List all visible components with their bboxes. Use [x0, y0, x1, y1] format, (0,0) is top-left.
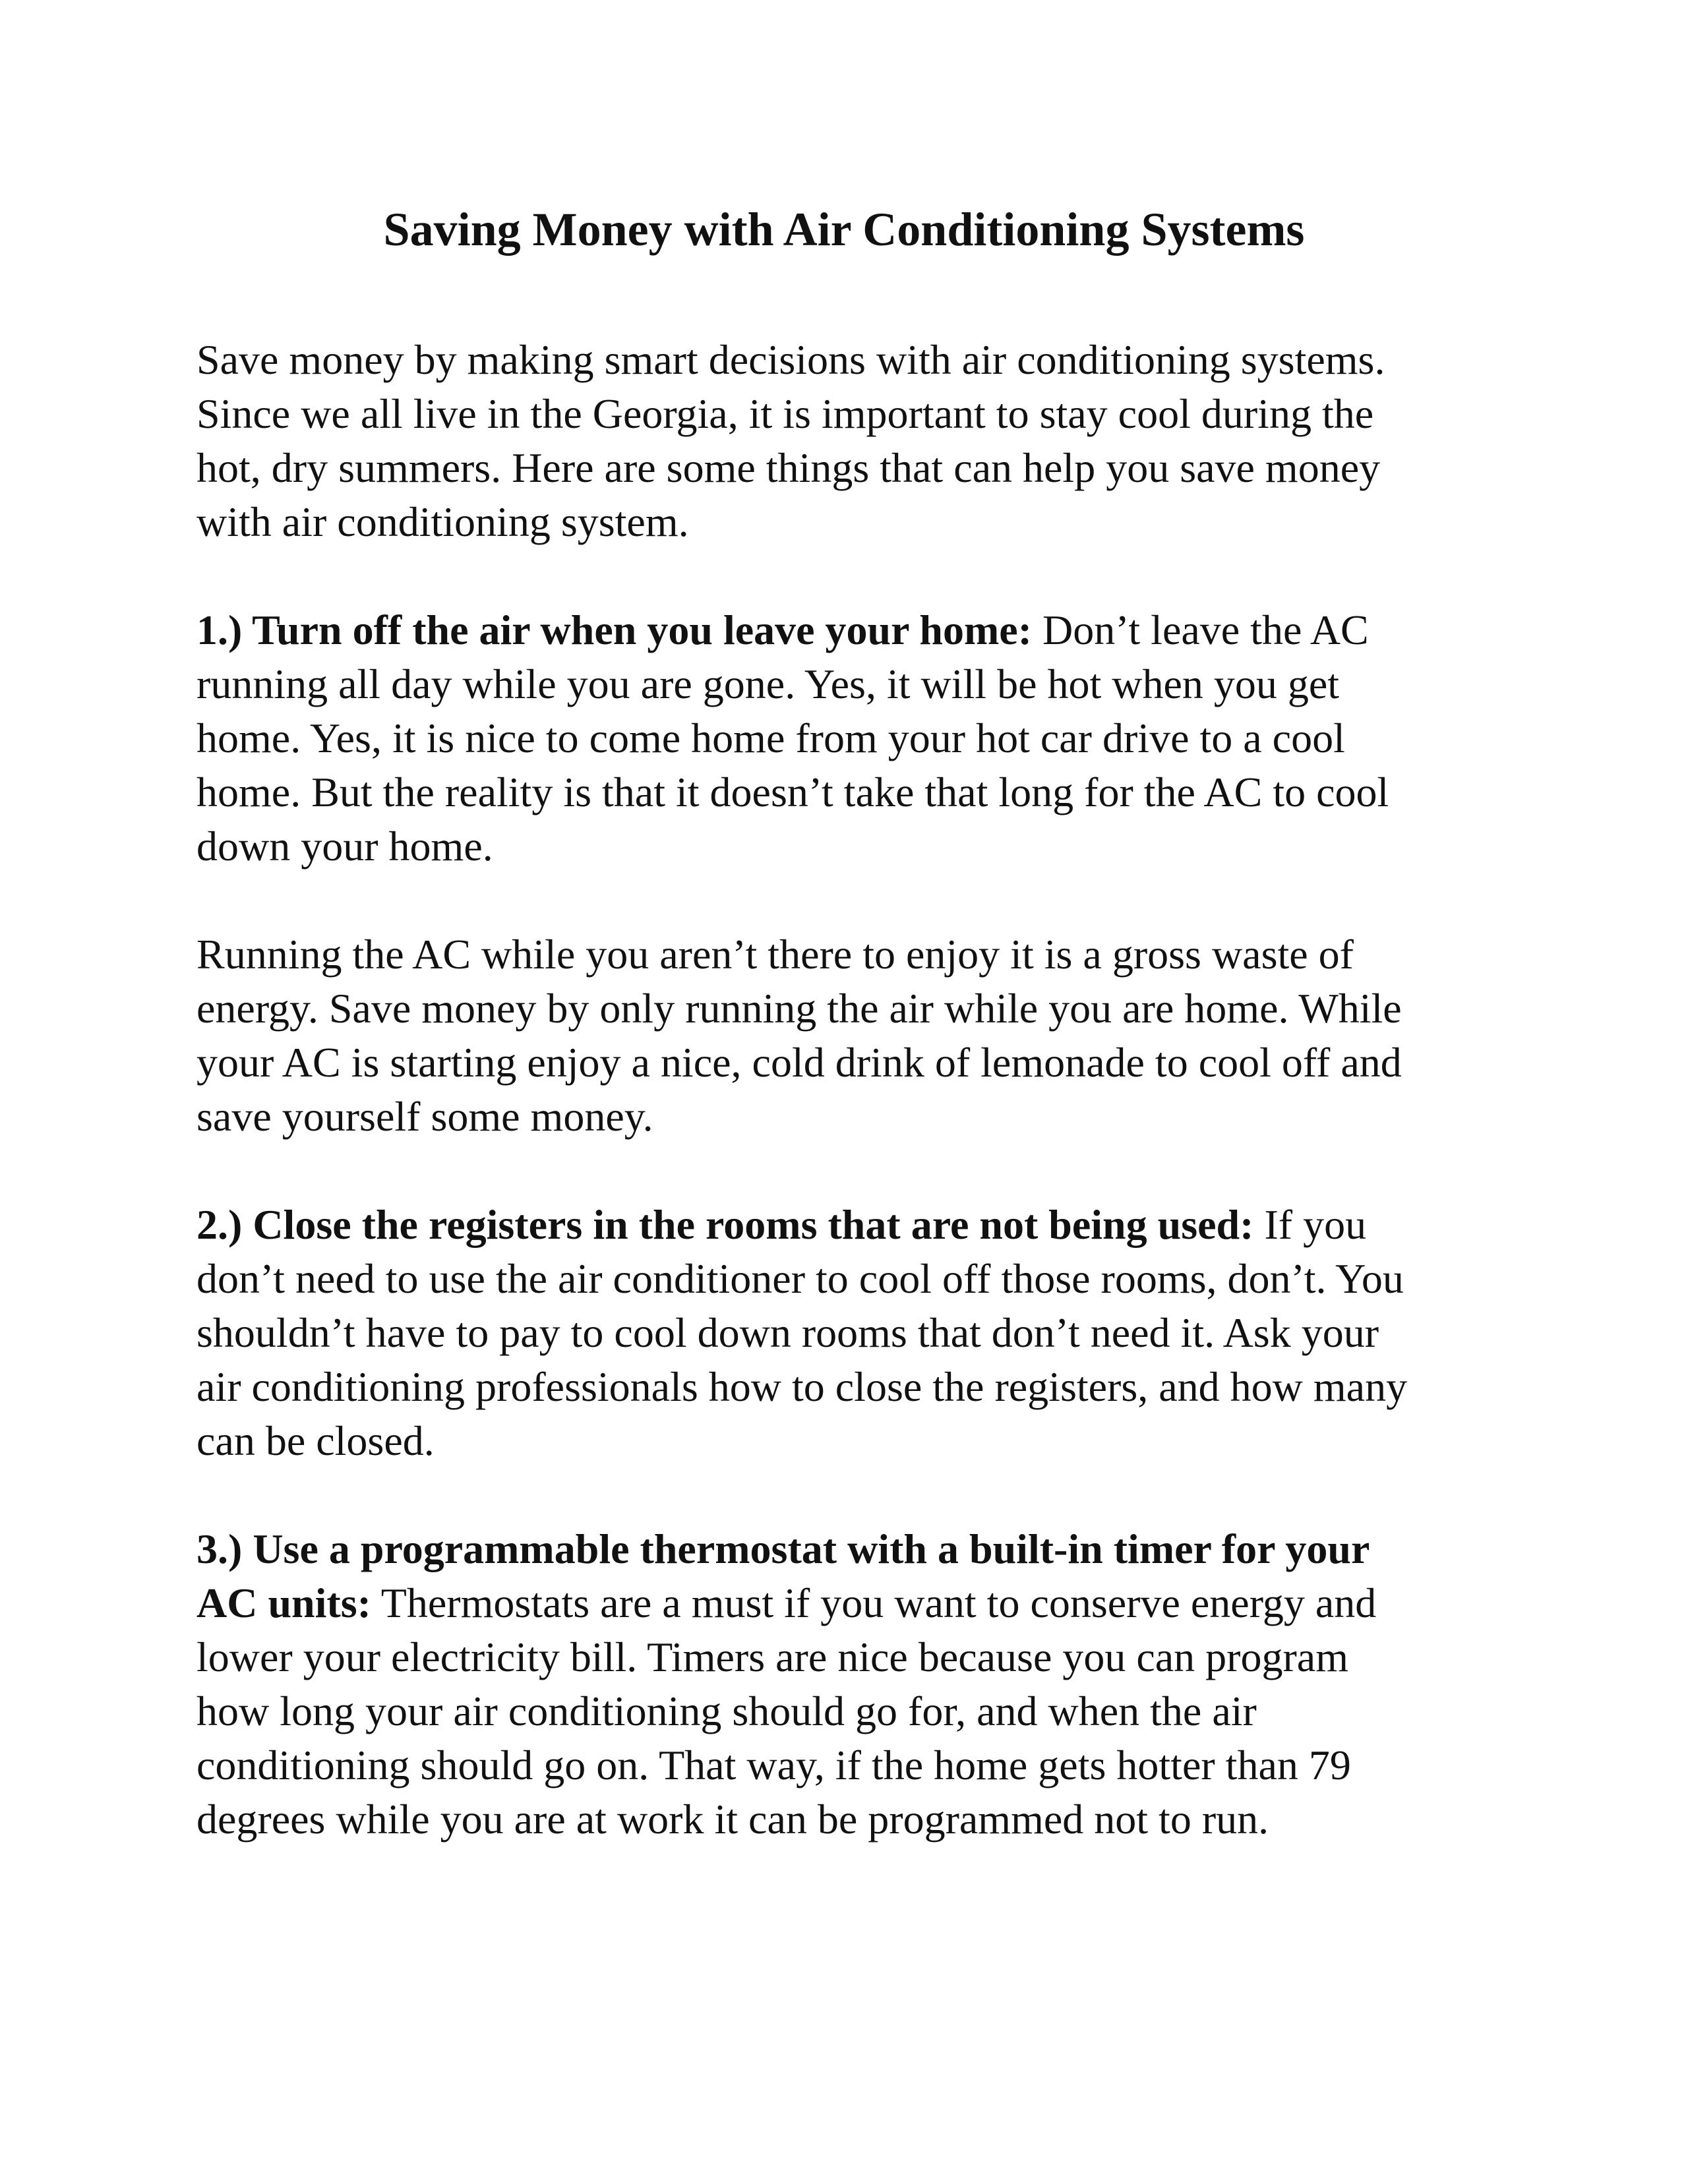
text-run: save yourself some money.	[196, 1093, 653, 1140]
text-line	[196, 1414, 1489, 1468]
text-run: hot, dry summers. Here are some things that can help you save money	[196, 444, 1381, 491]
text-run: shouldn’t have to pay to cool down rooms that don’t need it. Ask your	[196, 1309, 1379, 1356]
text-run: Save money by making smart decisions with air conditioning systems.	[196, 336, 1385, 383]
text-line	[196, 1738, 1489, 1792]
text-line	[196, 1684, 1489, 1738]
text-run: Running the AC while you aren’t there to enjoy it is a gross waste of	[196, 931, 1354, 978]
text-run: home. But the reality is that it doesn’t take that long for the AC to cool	[196, 769, 1389, 815]
text-line	[196, 1792, 1489, 1846]
text-run: air conditioning professionals how to close the registers, and how many	[196, 1363, 1408, 1410]
text-run: home. Yes, it is nice to come home from your hot car drive to a cool	[196, 715, 1345, 761]
text-line	[196, 603, 1489, 657]
text-line	[196, 333, 1489, 387]
text-line	[196, 1090, 1489, 1144]
text-run: energy. Save money by only running the air while you are home. While	[196, 985, 1402, 1032]
tip-heading: 3.) Use a programmable thermostat with a built-in timer for your	[196, 1525, 1370, 1572]
text-run: Since we all live in the Georgia, it is important to stay cool during the	[196, 390, 1374, 437]
text-line	[196, 982, 1489, 1036]
text-run: Thermostats are a must if you want to conserve energy and	[371, 1579, 1377, 1626]
text-line	[196, 657, 1489, 711]
text-run: can be closed.	[196, 1417, 435, 1464]
text-run: down your home.	[196, 823, 493, 870]
tip-3-paragraph	[196, 1522, 1489, 1846]
text-run: don’t need to use the air conditioner to cool off those rooms, don’t. You	[196, 1255, 1404, 1302]
text-run: with air conditioning system.	[196, 498, 689, 545]
text-line	[196, 441, 1489, 495]
text-line	[196, 387, 1489, 441]
text-run: running all day while you are gone. Yes, it will be hot when you get	[196, 661, 1340, 707]
text-line	[196, 928, 1489, 982]
text-run: degrees while you are at work it can be programmed not to run.	[196, 1796, 1269, 1843]
text-line	[196, 1360, 1489, 1414]
text-line	[196, 765, 1489, 819]
text-line	[196, 1576, 1489, 1630]
tip-heading: AC units:	[196, 1579, 371, 1626]
text-run: your AC is starting enjoy a nice, cold drink of lemonade to cool off and	[196, 1039, 1402, 1086]
text-line	[196, 1036, 1489, 1090]
text-run: Don’t leave the AC	[1032, 606, 1369, 653]
text-line	[196, 1522, 1489, 1576]
tip-heading: 1.) Turn off the air when you leave your home:	[196, 606, 1032, 653]
document-title: Saving Money with Air Conditioning Systems	[383, 203, 1305, 256]
text-run: conditioning should go on. That way, if the home gets hotter than 79	[196, 1742, 1351, 1788]
tip-2-paragraph	[196, 1198, 1489, 1468]
text-line	[196, 819, 1489, 873]
text-line	[196, 1630, 1489, 1684]
tip-1-paragraph	[196, 603, 1489, 873]
tip-1-followup-paragraph	[196, 928, 1489, 1144]
text-run: If you	[1253, 1201, 1367, 1248]
text-line	[196, 1198, 1489, 1252]
text-line	[196, 1252, 1489, 1306]
text-line	[196, 1306, 1489, 1360]
text-line	[196, 495, 1489, 549]
tip-heading: 2.) Close the registers in the rooms that are not being used:	[196, 1201, 1254, 1248]
text-run: lower your electricity bill. Timers are nice because you can program	[196, 1634, 1348, 1680]
text-line	[196, 711, 1489, 765]
text-run: how long your air conditioning should go for, and when the air	[196, 1688, 1257, 1734]
intro-paragraph	[196, 333, 1489, 549]
document-body	[196, 333, 1489, 1901]
